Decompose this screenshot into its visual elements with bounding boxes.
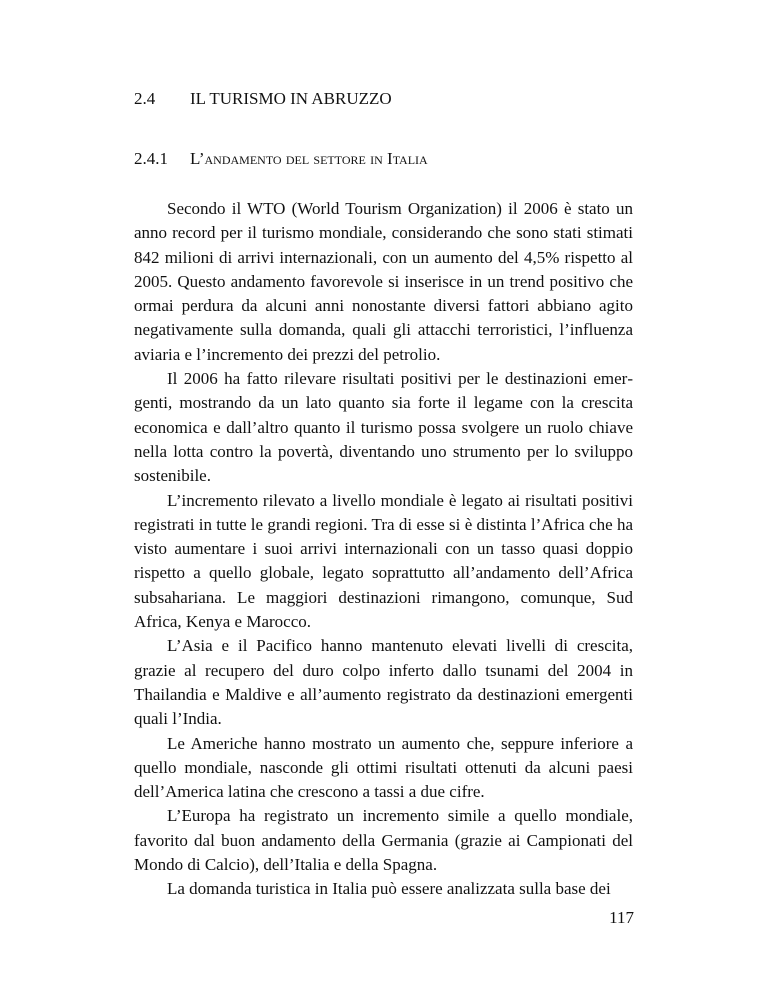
subsection-heading — [134, 148, 428, 170]
paragraph: Secondo il WTO (World Tourism Organization) il 2006 è stato un anno record per il turismo mondiale, considerando che sono stati stimati 842 milioni di arrivi internazionali, con un aumento del 4,5% rispetto al 2005. Questo andamento favorevole si inserisce in un trend positivo che ormai perdura da alcuni anni nonostante diversi fattori abbiano agito negativamente sulla domanda, quali gli attacchi terroristici, l’influenza aviaria e l’incremento dei prezzi del petrolio. — [134, 199, 633, 364]
paragraph: L’Europa ha registrato un incremento simile a quello mondiale, favorito dal buon andamento della Germania (grazie ai Campionati del Mondo di Calcio), dell’Italia e della Spagna. — [134, 806, 633, 875]
paragraph: Le Americhe hanno mostrato un aumento che, seppure inferiore a quello mondiale, nasconde gli ottimi risultati ottenuti da alcuni paesi dell’America latina che crescono a tassi a due cifre. — [134, 733, 633, 802]
section-heading — [134, 88, 392, 110]
paragraph: L’Asia e il Pacifico hanno mantenuto elevati livelli di crescita, grazie al recupero del duro colpo inferto dallo tsunami del 2004 in Thailandia e Maldive e all’aumento registrato da destinazioni emergenti quali l’India. — [134, 636, 633, 729]
subsection-title: L’andamento del settore in Italia — [190, 149, 428, 168]
section-number: 2.4 — [134, 89, 156, 108]
section-title: IL TURISMO IN ABRUZZO — [190, 89, 392, 108]
paragraph: Il 2006 ha fatto rilevare risultati positivi per le destinazioni emergenti, mostrando da un lato quanto sia forte il legame con la crescita economica e dall’altro quanto il turismo possa svolgere un ruolo chiave nella lotta contro la povertà, diventando uno strumento per lo sviluppo sostenibile. — [134, 369, 633, 486]
paragraph-last: La domanda turistica in Italia può essere analizzata sulla base dei — [167, 879, 611, 899]
subsection-number: 2.4.1 — [134, 149, 168, 168]
page-number: 117 — [609, 908, 634, 927]
paragraph: L’incremento rilevato a livello mondiale è legato ai risultati positivi registrati in tutte le grandi regioni. Tra di esse si è distinta l’Africa che ha visto aumentare i suoi arrivi internazionali con un tasso quasi doppio rispetto a quello globale, legato soprattutto all’andamento dell’Africa subsahariana. Le maggiori destinazioni rimangono, comunque, Sud Africa, Kenya e Marocco. — [134, 490, 633, 632]
body-text — [134, 197, 633, 902]
